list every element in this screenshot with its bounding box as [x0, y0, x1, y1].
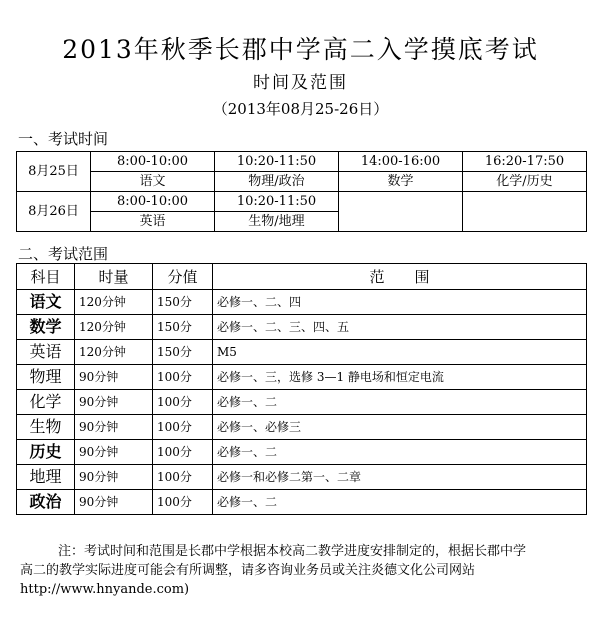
score-cell: 100分 — [153, 390, 213, 415]
schedule-subject: 化学/历史 — [463, 172, 587, 192]
table-row — [17, 415, 587, 440]
range-cell: 必修一、必修三 — [213, 415, 587, 440]
time-cell: 90分钟 — [75, 390, 153, 415]
table-row — [17, 340, 587, 365]
subject-cell: 政治 — [17, 490, 75, 515]
schedule-time: 14:00-16:00 — [339, 152, 463, 172]
schedule-time: 10:20-11:50 — [215, 152, 339, 172]
range-cell: 必修一、三，选修 3—1 静电场和恒定电流 — [213, 365, 587, 390]
table-row — [17, 465, 587, 490]
subject-cell: 英语 — [17, 340, 75, 365]
score-cell: 150分 — [153, 340, 213, 365]
schedule-subject: 语文 — [91, 172, 215, 192]
score-cell: 100分 — [153, 415, 213, 440]
schedule-empty-cell — [463, 192, 587, 232]
footnote-line: 高二的教学实际进度可能会有所调整，请多咨询业务员或关注炎德文化公司网站 — [20, 563, 476, 578]
section-heading-time: 一、考试时间 — [18, 130, 109, 148]
schedule-row-day1-subjects — [17, 172, 587, 192]
schedule-subject: 生物/地理 — [215, 212, 339, 232]
table-row — [17, 390, 587, 415]
range-cell: 必修一、二 — [213, 440, 587, 465]
schedule-subject: 英语 — [91, 212, 215, 232]
score-cell: 100分 — [153, 465, 213, 490]
schedule-date-day1: 8月25日 — [17, 152, 91, 192]
range-cell: M5 — [213, 340, 587, 365]
footnote-url: http://www.hnyande.com) — [20, 582, 190, 597]
time-cell: 90分钟 — [75, 440, 153, 465]
header-time: 时量 — [75, 264, 153, 290]
schedule-table — [16, 151, 587, 232]
schedule-subject: 数学 — [339, 172, 463, 192]
table-row — [17, 315, 587, 340]
range-cell: 必修一、二 — [213, 390, 587, 415]
time-cell: 90分钟 — [75, 490, 153, 515]
page-title: 2013年秋季长郡中学高二入学摸底考试 — [62, 35, 539, 64]
header-range: 范 围 — [213, 264, 587, 290]
time-cell: 90分钟 — [75, 465, 153, 490]
time-cell: 90分钟 — [75, 365, 153, 390]
scope-table — [16, 263, 587, 515]
range-cell: 必修一、二、四 — [213, 290, 587, 315]
schedule-row-day1-times — [17, 152, 587, 172]
range-cell: 必修一和必修二第一、二章 — [213, 465, 587, 490]
schedule-time: 8:00-10:00 — [91, 152, 215, 172]
time-cell: 120分钟 — [75, 290, 153, 315]
header-score: 分值 — [153, 264, 213, 290]
subject-cell: 地理 — [17, 465, 75, 490]
subject-cell: 数学 — [17, 315, 75, 340]
schedule-time: 10:20-11:50 — [215, 192, 339, 212]
schedule-date-day2: 8月26日 — [17, 192, 91, 232]
range-cell: 必修一、二 — [213, 490, 587, 515]
exam-dates: （2013年08月25-26日） — [212, 100, 389, 118]
score-cell: 150分 — [153, 315, 213, 340]
schedule-time: 8:00-10:00 — [91, 192, 215, 212]
table-row — [17, 440, 587, 465]
subject-cell: 生物 — [17, 415, 75, 440]
score-cell: 100分 — [153, 440, 213, 465]
subject-cell: 语文 — [17, 290, 75, 315]
time-cell: 90分钟 — [75, 415, 153, 440]
subject-cell: 化学 — [17, 390, 75, 415]
table-row — [17, 490, 587, 515]
section-heading-scope: 二、考试范围 — [18, 245, 109, 263]
scope-header-row — [17, 264, 587, 290]
subject-cell: 历史 — [17, 440, 75, 465]
schedule-row-day2-times — [17, 192, 587, 212]
subject-cell: 物理 — [17, 365, 75, 390]
time-cell: 120分钟 — [75, 315, 153, 340]
footnote — [20, 542, 585, 599]
schedule-time: 16:20-17:50 — [463, 152, 587, 172]
schedule-subject: 物理/政治 — [215, 172, 339, 192]
table-row — [17, 365, 587, 390]
score-cell: 100分 — [153, 365, 213, 390]
time-cell: 120分钟 — [75, 340, 153, 365]
range-cell: 必修一、二、三、四、五 — [213, 315, 587, 340]
header-subject: 科目 — [17, 264, 75, 290]
table-row — [17, 290, 587, 315]
score-cell: 150分 — [153, 290, 213, 315]
page-subtitle: 时间及范围 — [253, 73, 348, 93]
score-cell: 100分 — [153, 490, 213, 515]
schedule-empty-cell — [339, 192, 463, 232]
footnote-line: 注：考试时间和范围是长郡中学根据本校高二教学进度安排制定的，根据长郡中学 — [58, 544, 527, 559]
